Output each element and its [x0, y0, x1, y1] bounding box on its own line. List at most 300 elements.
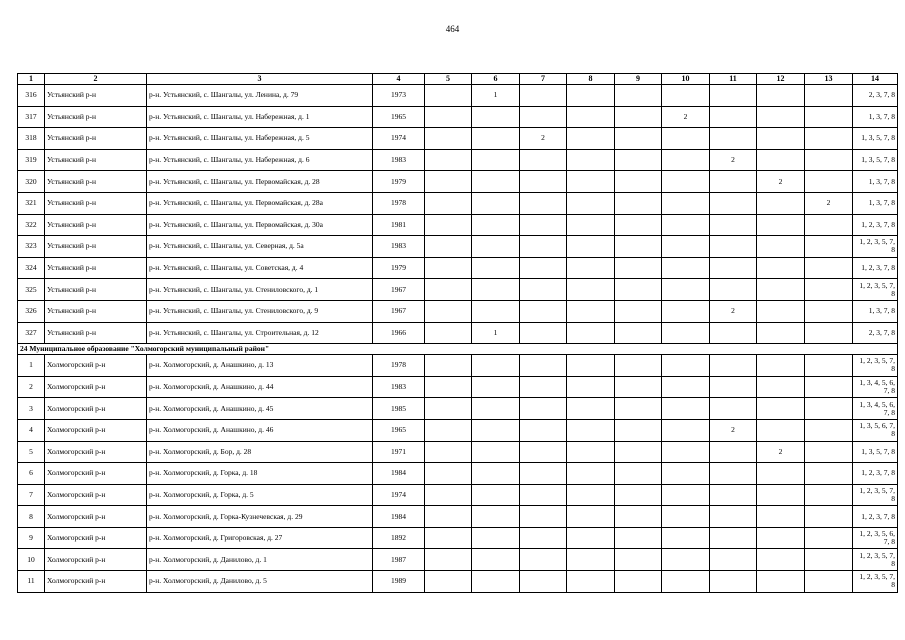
table-cell: 2, 3, 7, 8 — [853, 322, 898, 344]
table-cell: 1, 3, 5, 7, 8 — [853, 149, 898, 171]
table-cell: р-н. Устьянский, с. Шангалы, ул. Стениловского, д. 1 — [147, 279, 373, 301]
column-header: 4 — [373, 74, 425, 85]
table-cell — [520, 85, 567, 107]
table-cell: Устьянский р-н — [45, 192, 147, 214]
table-cell: Устьянский р-н — [45, 257, 147, 279]
table-cell — [567, 527, 615, 549]
table-cell — [615, 279, 662, 301]
table-cell — [520, 571, 567, 593]
table-cell: 1 — [472, 322, 520, 344]
table-cell — [710, 398, 757, 420]
table-cell: 1967 — [373, 300, 425, 322]
table-cell — [425, 506, 472, 528]
table-cell: р-н. Устьянский, с. Шангалы, ул. Стениловского, д. 9 — [147, 300, 373, 322]
table-cell — [805, 171, 853, 193]
table-cell — [425, 300, 472, 322]
table-cell: 1, 3, 7, 8 — [853, 192, 898, 214]
table-cell: 1971 — [373, 441, 425, 463]
table-cell: 1984 — [373, 463, 425, 485]
table-row — [18, 527, 898, 549]
table-cell: 1, 3, 4, 5, 6, 7, 8 — [853, 398, 898, 420]
table-cell — [567, 85, 615, 107]
table-cell: 1974 — [373, 128, 425, 150]
table-cell — [472, 236, 520, 258]
table-cell: 318 — [18, 128, 45, 150]
table-row — [18, 171, 898, 193]
table-cell — [710, 85, 757, 107]
table-cell: 1965 — [373, 419, 425, 441]
table-cell — [425, 257, 472, 279]
table-cell — [710, 549, 757, 571]
table-cell — [757, 322, 805, 344]
table-cell — [662, 419, 710, 441]
table-cell — [520, 527, 567, 549]
table-cell: 8 — [18, 506, 45, 528]
table-cell — [567, 279, 615, 301]
table-cell — [472, 398, 520, 420]
table-cell — [425, 149, 472, 171]
table-cell — [615, 506, 662, 528]
table-cell — [472, 257, 520, 279]
table-cell — [710, 279, 757, 301]
table-cell: р-н. Холмогорский, д. Горка-Кузнечевская, д. 29 — [147, 506, 373, 528]
table-cell: Холмогорский р-н — [45, 441, 147, 463]
table-cell — [662, 236, 710, 258]
table-row — [18, 463, 898, 485]
table-row — [18, 279, 898, 301]
table-cell — [662, 128, 710, 150]
page-number: 464 — [445, 24, 460, 34]
table-cell: 1973 — [373, 85, 425, 107]
table-cell — [567, 376, 615, 398]
table-cell — [520, 484, 567, 506]
table-cell — [520, 376, 567, 398]
table-cell — [757, 279, 805, 301]
table-row — [18, 506, 898, 528]
table-cell — [615, 355, 662, 377]
table-cell: р-н. Холмогорский, д. Бор, д. 28 — [147, 441, 373, 463]
table-cell: 1, 3, 5, 6, 7, 8 — [853, 419, 898, 441]
header-row — [18, 74, 898, 85]
table-cell: 1, 2, 3, 5, 7, 8 — [853, 549, 898, 571]
table-cell — [425, 571, 472, 593]
table-cell — [520, 398, 567, 420]
table-cell: 2 — [710, 149, 757, 171]
table-cell — [757, 527, 805, 549]
table-cell: 3 — [18, 398, 45, 420]
table-cell — [425, 128, 472, 150]
table-cell: Устьянский р-н — [45, 300, 147, 322]
table-cell — [757, 236, 805, 258]
table-cell: Холмогорский р-н — [45, 463, 147, 485]
table-cell — [662, 322, 710, 344]
table-cell — [805, 128, 853, 150]
table-cell — [472, 300, 520, 322]
table-cell — [615, 441, 662, 463]
table-cell — [425, 549, 472, 571]
table-row — [18, 322, 898, 344]
table-cell — [757, 85, 805, 107]
table-cell: Холмогорский р-н — [45, 419, 147, 441]
table-row — [18, 257, 898, 279]
table-cell — [520, 300, 567, 322]
table-cell — [662, 171, 710, 193]
table-cell: 326 — [18, 300, 45, 322]
column-header: 7 — [520, 74, 567, 85]
table-cell — [567, 506, 615, 528]
table-cell — [472, 441, 520, 463]
table-cell — [662, 549, 710, 571]
table-cell — [757, 398, 805, 420]
table-cell: р-н. Холмогорский, д. Горка, д. 18 — [147, 463, 373, 485]
table-cell: р-н. Устьянский, с. Шангалы, ул. Набережная, д. 1 — [147, 106, 373, 128]
table-cell — [615, 571, 662, 593]
table-cell — [805, 214, 853, 236]
table-cell: Холмогорский р-н — [45, 398, 147, 420]
table-row — [18, 419, 898, 441]
table-cell: 2 — [18, 376, 45, 398]
table-cell — [615, 549, 662, 571]
table-cell — [710, 106, 757, 128]
table-cell: Устьянский р-н — [45, 128, 147, 150]
table-cell: 11 — [18, 571, 45, 593]
table-cell — [472, 484, 520, 506]
table-cell — [615, 236, 662, 258]
table-cell — [805, 463, 853, 485]
table-row — [18, 214, 898, 236]
table-cell: Холмогорский р-н — [45, 355, 147, 377]
table-cell: р-н. Холмогорский, д. Данилово, д. 1 — [147, 549, 373, 571]
table-cell — [757, 300, 805, 322]
table-cell — [805, 398, 853, 420]
column-header: 5 — [425, 74, 472, 85]
table-cell — [425, 106, 472, 128]
table-cell — [520, 322, 567, 344]
table-cell — [615, 171, 662, 193]
table-cell: 1978 — [373, 192, 425, 214]
table-cell — [567, 236, 615, 258]
table-cell — [710, 506, 757, 528]
table-cell: р-н. Устьянский, с. Шангалы, ул. Набережная, д. 6 — [147, 149, 373, 171]
table-cell — [710, 128, 757, 150]
table-cell: Устьянский р-н — [45, 236, 147, 258]
table-cell — [757, 106, 805, 128]
table-cell — [567, 322, 615, 344]
table-cell: 5 — [18, 441, 45, 463]
table-cell: Устьянский р-н — [45, 279, 147, 301]
table-cell: 1, 2, 3, 7, 8 — [853, 214, 898, 236]
table-row — [18, 355, 898, 377]
table-cell: 1981 — [373, 214, 425, 236]
table-cell: Холмогорский р-н — [45, 549, 147, 571]
table-cell — [472, 549, 520, 571]
table-cell: 1979 — [373, 257, 425, 279]
table-cell: р-н. Устьянский, с. Шангалы, ул. Первомайская, д. 28 — [147, 171, 373, 193]
table-cell — [805, 549, 853, 571]
table-cell: 1984 — [373, 506, 425, 528]
table-cell: р-н. Холмогорский, д. Григоровская, д. 27 — [147, 527, 373, 549]
table-cell — [662, 149, 710, 171]
table-cell — [520, 463, 567, 485]
table-cell: 1, 2, 3, 5, 6, 7, 8 — [853, 527, 898, 549]
table-cell — [710, 171, 757, 193]
table-cell: р-н. Холмогорский, д. Анашкино, д. 45 — [147, 398, 373, 420]
table-cell — [615, 484, 662, 506]
table-cell: р-н. Устьянский, с. Шангалы, ул. Набережная, д. 5 — [147, 128, 373, 150]
table-cell: 2, 3, 7, 8 — [853, 85, 898, 107]
column-header: 2 — [45, 74, 147, 85]
table-cell: 1983 — [373, 149, 425, 171]
table-cell — [567, 355, 615, 377]
table-cell — [662, 398, 710, 420]
table-cell: 6 — [18, 463, 45, 485]
table-row — [18, 549, 898, 571]
table-cell — [567, 419, 615, 441]
table-cell — [425, 322, 472, 344]
table-cell — [662, 257, 710, 279]
table-cell — [710, 214, 757, 236]
table-cell — [472, 376, 520, 398]
table-cell — [567, 463, 615, 485]
table-cell — [472, 192, 520, 214]
table-cell — [805, 149, 853, 171]
table-cell — [425, 171, 472, 193]
table-cell: 1966 — [373, 322, 425, 344]
table-cell — [710, 355, 757, 377]
table-cell — [425, 214, 472, 236]
table-cell — [662, 300, 710, 322]
table-cell — [472, 355, 520, 377]
column-header: 10 — [662, 74, 710, 85]
table-cell — [520, 419, 567, 441]
table-cell — [805, 257, 853, 279]
table-cell — [757, 549, 805, 571]
table-row — [18, 149, 898, 171]
table-cell — [567, 571, 615, 593]
table-cell — [710, 257, 757, 279]
table-cell — [615, 149, 662, 171]
table-cell — [662, 192, 710, 214]
table-cell — [757, 355, 805, 377]
table-cell — [567, 214, 615, 236]
table-cell — [472, 279, 520, 301]
table-cell — [805, 322, 853, 344]
table-cell — [662, 441, 710, 463]
table-cell — [425, 463, 472, 485]
table-cell: 1, 2, 3, 5, 7, 8 — [853, 279, 898, 301]
table-cell — [805, 279, 853, 301]
table-cell: 1, 3, 5, 7, 8 — [853, 128, 898, 150]
column-header: 11 — [710, 74, 757, 85]
table-cell: 323 — [18, 236, 45, 258]
table-cell: 1989 — [373, 571, 425, 593]
table-cell — [520, 106, 567, 128]
table-cell — [805, 484, 853, 506]
table-cell: 1, 2, 3, 7, 8 — [853, 257, 898, 279]
table-cell — [710, 527, 757, 549]
table-cell — [520, 192, 567, 214]
table-cell — [472, 214, 520, 236]
table-cell — [567, 192, 615, 214]
table-cell — [425, 484, 472, 506]
table-cell — [567, 128, 615, 150]
table-cell: р-н. Устьянский, с. Шангалы, ул. Первомайская, д. 28а — [147, 192, 373, 214]
table-cell: 1974 — [373, 484, 425, 506]
column-header: 3 — [147, 74, 373, 85]
table-row — [18, 571, 898, 593]
table-cell — [567, 441, 615, 463]
table-cell — [805, 376, 853, 398]
table-cell: 2 — [805, 192, 853, 214]
table-cell: 1, 2, 3, 5, 7, 8 — [853, 571, 898, 593]
table-cell: 1965 — [373, 106, 425, 128]
table-cell — [520, 236, 567, 258]
table-cell — [662, 571, 710, 593]
table-cell — [662, 484, 710, 506]
table-cell — [567, 171, 615, 193]
table-cell: 2 — [662, 106, 710, 128]
table-row — [18, 484, 898, 506]
table-cell — [757, 419, 805, 441]
table-cell — [425, 527, 472, 549]
table-cell: р-н. Холмогорский, д. Данилово, д. 5 — [147, 571, 373, 593]
table-cell — [615, 322, 662, 344]
table-row — [18, 85, 898, 107]
table-cell: р-н. Холмогорский, д. Горка, д. 5 — [147, 484, 373, 506]
table-cell — [520, 257, 567, 279]
table-cell: Устьянский р-н — [45, 322, 147, 344]
table-cell — [757, 463, 805, 485]
table-cell — [805, 441, 853, 463]
column-header: 1 — [18, 74, 45, 85]
table-cell — [662, 376, 710, 398]
table-cell: 1, 3, 4, 5, 6, 7, 8 — [853, 376, 898, 398]
table-cell: 4 — [18, 419, 45, 441]
table-cell: 1, 3, 7, 8 — [853, 300, 898, 322]
table-cell: 1, 2, 3, 7, 8 — [853, 463, 898, 485]
table-row — [18, 128, 898, 150]
table-cell: 1987 — [373, 549, 425, 571]
table-cell — [805, 527, 853, 549]
table-cell — [472, 149, 520, 171]
table-cell: р-н. Устьянский, с. Шангалы, ул. Ленина, д. 79 — [147, 85, 373, 107]
table-cell — [757, 192, 805, 214]
table-cell: 1, 2, 3, 7, 8 — [853, 506, 898, 528]
column-header: 9 — [615, 74, 662, 85]
table-cell — [520, 171, 567, 193]
table-cell — [710, 376, 757, 398]
column-header: 6 — [472, 74, 520, 85]
table-cell — [472, 506, 520, 528]
table-cell — [520, 214, 567, 236]
table-cell: 7 — [18, 484, 45, 506]
table-cell — [425, 376, 472, 398]
table-cell: Холмогорский р-н — [45, 506, 147, 528]
table-cell — [567, 398, 615, 420]
table-cell: Устьянский р-н — [45, 171, 147, 193]
table-cell: 324 — [18, 257, 45, 279]
table-cell — [805, 419, 853, 441]
table-cell — [805, 571, 853, 593]
table-cell: р-н. Холмогорский, д. Анашкино, д. 46 — [147, 419, 373, 441]
table-cell — [520, 279, 567, 301]
table-cell — [520, 549, 567, 571]
table-cell: 1985 — [373, 398, 425, 420]
table-row — [18, 300, 898, 322]
table-cell — [425, 419, 472, 441]
table-cell: 9 — [18, 527, 45, 549]
section-row — [18, 344, 898, 355]
table-cell — [662, 463, 710, 485]
table-cell — [567, 484, 615, 506]
table-cell — [472, 571, 520, 593]
table-cell — [805, 106, 853, 128]
table-cell — [757, 484, 805, 506]
table-cell: 1967 — [373, 279, 425, 301]
table-cell — [805, 506, 853, 528]
table-cell: 325 — [18, 279, 45, 301]
table-cell: р-н. Устьянский, с. Шангалы, ул. Строительная, д. 12 — [147, 322, 373, 344]
table-cell — [615, 106, 662, 128]
table-cell: 10 — [18, 549, 45, 571]
table-cell — [567, 300, 615, 322]
table-row — [18, 376, 898, 398]
table-cell: 316 — [18, 85, 45, 107]
column-header: 14 — [853, 74, 898, 85]
table-cell — [425, 355, 472, 377]
table-cell — [757, 257, 805, 279]
table-cell — [757, 506, 805, 528]
table-cell — [805, 355, 853, 377]
table-cell — [805, 236, 853, 258]
table-cell — [805, 85, 853, 107]
table-cell — [710, 463, 757, 485]
table-cell — [472, 128, 520, 150]
table-cell — [615, 128, 662, 150]
table-cell — [757, 571, 805, 593]
table-cell: 322 — [18, 214, 45, 236]
table-cell: 327 — [18, 322, 45, 344]
table-row — [18, 236, 898, 258]
table-cell: 1 — [18, 355, 45, 377]
register-table — [17, 73, 898, 593]
table-cell: 2 — [710, 300, 757, 322]
table-cell — [615, 398, 662, 420]
table-cell: 321 — [18, 192, 45, 214]
table-cell — [425, 236, 472, 258]
table-cell: 1892 — [373, 527, 425, 549]
table-cell: 1, 3, 7, 8 — [853, 171, 898, 193]
table-cell — [615, 257, 662, 279]
table-cell: 1 — [472, 85, 520, 107]
table-cell: 1978 — [373, 355, 425, 377]
table-cell: Устьянский р-н — [45, 149, 147, 171]
table-cell — [567, 106, 615, 128]
table-cell: 1, 3, 7, 8 — [853, 106, 898, 128]
table-cell — [472, 106, 520, 128]
table-row — [18, 106, 898, 128]
table-cell — [425, 279, 472, 301]
table-cell: р-н. Холмогорский, д. Анашкино, д. 44 — [147, 376, 373, 398]
table-cell — [615, 376, 662, 398]
table-cell — [662, 214, 710, 236]
table-cell: 1983 — [373, 376, 425, 398]
table-row — [18, 192, 898, 214]
table-cell: 2 — [757, 171, 805, 193]
table-cell: р-н. Устьянский, с. Шангалы, ул. Первомайская, д. 30а — [147, 214, 373, 236]
column-header: 13 — [805, 74, 853, 85]
table-cell — [615, 300, 662, 322]
